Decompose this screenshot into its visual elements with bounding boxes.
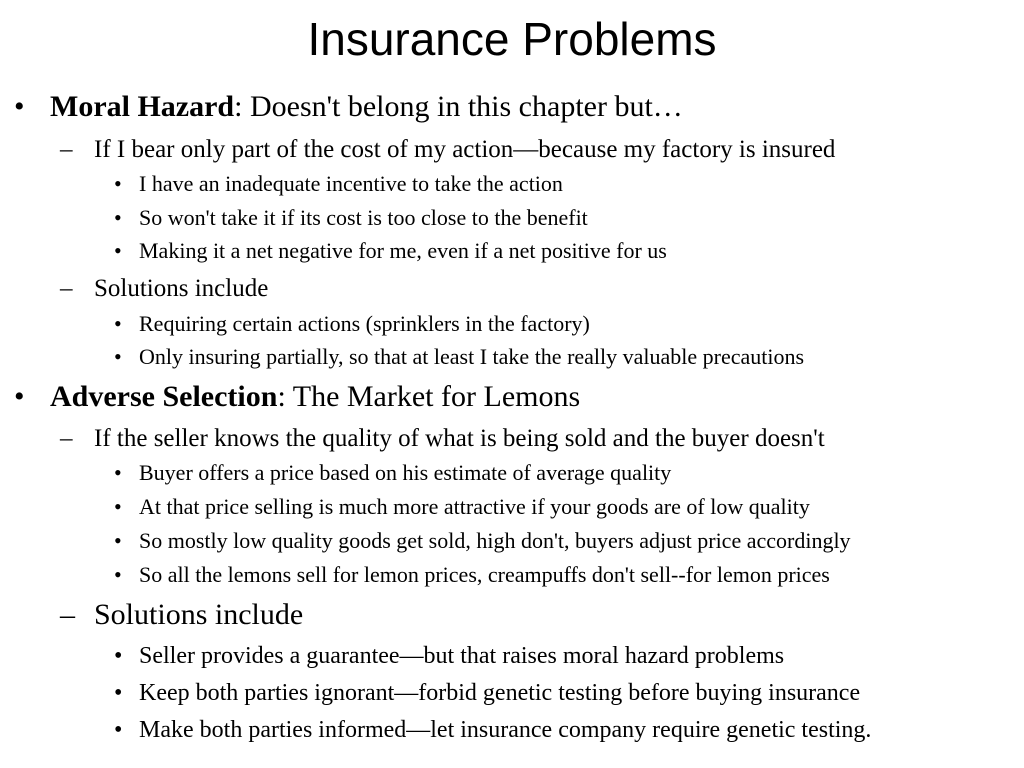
bullet-icon: •: [114, 528, 122, 553]
sub-sub-bullet-text: Make both parties informed—let insurance company require genetic testing.: [139, 717, 872, 743]
dash-icon: –: [60, 136, 73, 163]
dash-icon: –: [60, 275, 73, 302]
sub-sub-bullet-text: Only insuring partially, so that at least I take the really valuable precautions: [139, 344, 805, 369]
bullet-icon: •: [14, 380, 25, 413]
term-adverse-selection: Adverse Selection: [50, 380, 278, 413]
sub-bullet-text: If I bear only part of the cost of my action—because my factory is insured: [94, 136, 836, 163]
bullet-icon: •: [114, 171, 122, 196]
dash-icon: –: [60, 598, 75, 631]
slide-title: Insurance Problems: [307, 13, 717, 65]
moral-hazard-desc: : Doesn't belong in this chapter but…: [234, 90, 683, 123]
sub-sub-bullet-text: At that price selling is much more attractive if your goods are of low quality: [139, 494, 810, 519]
bullet-icon: •: [114, 494, 122, 519]
sub-sub-bullet-text: I have an inadequate incentive to take the action: [139, 171, 563, 196]
dash-icon: –: [60, 425, 73, 452]
sub-bullet-text: Solutions include: [94, 598, 304, 631]
sub-sub-bullet-text: Making it a net negative for me, even if a net positive for us: [139, 238, 667, 263]
sub-sub-bullet-text: So mostly low quality goods get sold, high don't, buyers adjust price accordingly: [139, 528, 851, 553]
bullet-icon: •: [114, 311, 122, 336]
bullet-icon: •: [114, 680, 123, 706]
bullet-icon: •: [114, 205, 122, 230]
bullet-text: [50, 92, 683, 122]
bullet-text: [50, 382, 580, 412]
bullet-icon: •: [114, 238, 122, 263]
bullet-icon: •: [114, 344, 122, 369]
bullet-icon: •: [114, 562, 122, 587]
adverse-selection-desc: : The Market for Lemons: [277, 380, 581, 413]
sub-sub-bullet-text: So all the lemons sell for lemon prices, creampuffs don't sell--for lemon prices: [139, 562, 830, 587]
sub-sub-bullet-text: So won't take it if its cost is too close to the benefit: [139, 205, 588, 230]
term-moral-hazard: Moral Hazard: [50, 90, 235, 123]
bullet-icon: •: [14, 90, 25, 123]
bullet-icon: •: [114, 460, 122, 485]
sub-sub-bullet-text: Seller provides a guarantee—but that raises moral hazard problems: [139, 643, 785, 669]
bullet-icon: •: [114, 717, 123, 743]
sub-bullet-text: If the seller knows the quality of what is being sold and the buyer doesn't: [94, 425, 825, 452]
bullet-icon: •: [114, 643, 123, 669]
sub-bullet-text: Solutions include: [94, 275, 269, 302]
sub-sub-bullet-text: Buyer offers a price based on his estimate of average quality: [139, 460, 672, 485]
sub-sub-bullet-text: Keep both parties ignorant—forbid genetic testing before buying insurance: [139, 680, 861, 706]
sub-sub-bullet-text: Requiring certain actions (sprinklers in the factory): [139, 311, 590, 336]
